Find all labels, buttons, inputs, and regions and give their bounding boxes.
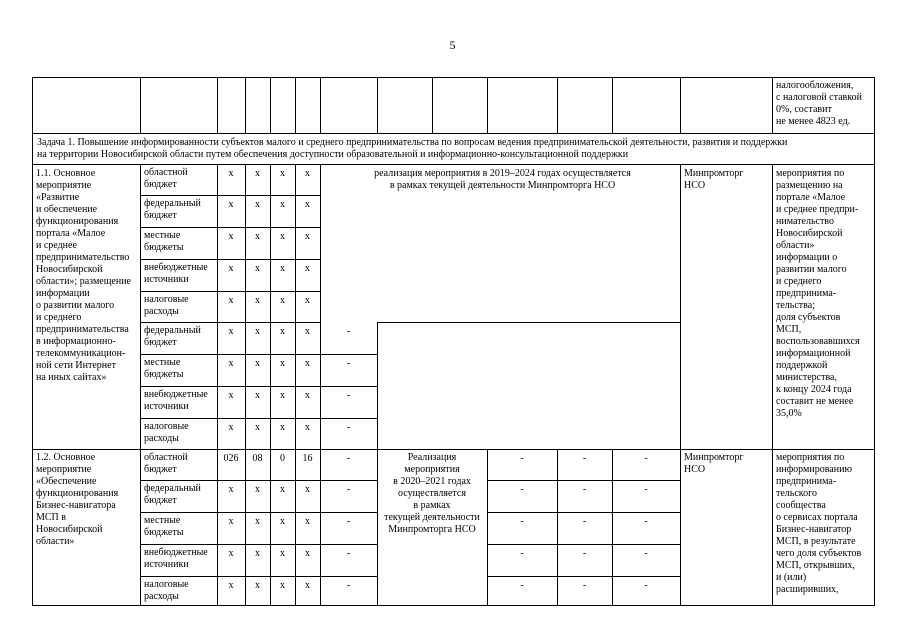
mark-x: х (305, 295, 310, 306)
source-label: областной бюджет (144, 452, 188, 475)
mark-x: х (305, 516, 310, 527)
budget-code: 026 (223, 453, 239, 464)
table-rule (377, 322, 681, 323)
dash: - (346, 358, 351, 369)
table-rule (295, 77, 296, 134)
dash: - (520, 548, 524, 559)
table-rule (680, 164, 681, 450)
table-rule (270, 77, 271, 134)
mark-x: х (280, 199, 285, 210)
page-number: 5 (449, 38, 456, 52)
mark-x: х (305, 548, 310, 559)
dash: - (520, 453, 524, 464)
table-rule (140, 418, 321, 419)
mark-x: х (255, 326, 260, 337)
source-label: местные бюджеты (144, 515, 184, 538)
mark-x: х (228, 263, 234, 274)
table-rule (874, 77, 875, 134)
dash: - (644, 453, 648, 464)
budget-code: 08 (252, 453, 263, 464)
budget-code: 0 (280, 453, 285, 464)
mark-x: х (305, 199, 310, 210)
source-label: местные бюджеты (144, 230, 184, 253)
result-continuation: налогообложения, с налоговой ставкой 0%, составит не менее 4823 ед. (776, 80, 862, 127)
dash: - (644, 548, 648, 559)
mark-x: х (255, 168, 260, 179)
table-rule (487, 512, 681, 513)
budget-code: 16 (302, 453, 313, 464)
source-label: местные бюджеты (144, 357, 184, 380)
dash: - (582, 453, 587, 464)
table-rule (874, 449, 875, 606)
source-label: налоговые расходы (144, 294, 189, 317)
source-label: налоговые расходы (144, 421, 189, 444)
dash: - (520, 580, 524, 591)
table-rule (32, 133, 33, 165)
result-1-1: мероприятия по размещению на портале «Малое и среднее предпри- нимательство Новосибирской области» информации о развитии малого и среднего предпринима- тельства; доля субъектов МСП, воспользовавшихся информационной поддержкой министерства, к концу 2024 года составит не менее 35,0% (776, 168, 860, 419)
dash: - (346, 453, 351, 464)
mark-x: х (228, 199, 234, 210)
table-rule (487, 480, 681, 481)
table-rule (32, 605, 875, 606)
mark-x: х (228, 231, 234, 242)
mark-x: х (305, 168, 310, 179)
mark-x: х (280, 580, 285, 591)
source-label: областной бюджет (144, 167, 188, 190)
task-title: Задача 1. Повышение информированности субъектов малого и среднего предпринимательства по вопросам ведения предпринимательской деятельности, развития и поддержки на территории Новосибирской области путем обеспечения доступности образовательной и информационно-консультационной поддержки (37, 137, 788, 160)
table-rule (874, 164, 875, 450)
mark-x: х (280, 326, 285, 337)
mark-x: х (305, 422, 310, 433)
mark-x: х (228, 484, 234, 495)
table-rule (557, 77, 558, 134)
table-rule (140, 322, 321, 323)
mark-x: х (255, 548, 260, 559)
mark-x: х (228, 168, 234, 179)
mark-x: х (280, 422, 285, 433)
mark-x: х (255, 516, 260, 527)
mark-x: х (228, 326, 234, 337)
mark-x: х (228, 548, 234, 559)
table-rule (432, 77, 433, 134)
table-rule (874, 133, 875, 165)
dash: - (644, 580, 648, 591)
table-rule (32, 77, 875, 78)
mark-x: х (255, 199, 260, 210)
mark-x: х (280, 390, 285, 401)
table-rule (772, 449, 773, 606)
table-rule (487, 449, 681, 450)
dash: - (346, 484, 351, 495)
dash: - (582, 484, 587, 495)
table-rule (140, 544, 378, 545)
table-rule (32, 164, 33, 450)
mark-x: х (255, 231, 260, 242)
table-rule (140, 576, 378, 577)
mark-x: х (280, 231, 285, 242)
source-label: внебюджетные источники (144, 262, 208, 285)
table-rule (612, 77, 613, 134)
table-rule (772, 77, 773, 134)
table-rule (140, 449, 378, 450)
table-rule (320, 386, 378, 387)
table-rule (320, 77, 321, 134)
table-rule (140, 386, 321, 387)
table-rule (140, 164, 321, 165)
item-1-1-name: 1.1. Основное мероприятие «Развитие и обеспечение функционирования портала «Малое и среднее предпринимательство Новосибирской области»; размещение информации о развитии малого и среднего предпринимательства в информационно- телекоммуникацион- ной сети Интернет на иных сайтах» (36, 168, 131, 383)
mark-x: х (228, 390, 234, 401)
mark-x: х (228, 580, 234, 591)
dash: - (346, 422, 351, 433)
table-rule (487, 544, 681, 545)
source-label: федеральный бюджет (144, 483, 201, 506)
mark-x: х (280, 358, 285, 369)
implementation-1-1: реализация мероприятия в 2019–2024 годах осуществляется в рамках текущей деятельности Минпромторга НСО (374, 168, 631, 191)
mark-x: х (305, 263, 310, 274)
mark-x: х (255, 358, 260, 369)
dash: - (520, 484, 524, 495)
mark-x: х (255, 295, 260, 306)
table-rule (680, 449, 681, 606)
mark-x: х (280, 516, 285, 527)
mark-x: х (280, 484, 285, 495)
program-table (32, 77, 874, 605)
table-rule (377, 77, 378, 134)
table-rule (680, 77, 681, 134)
table-rule (487, 605, 681, 606)
mark-x: х (255, 580, 260, 591)
table-rule (32, 449, 33, 606)
mark-x: х (255, 484, 260, 495)
table-rule (140, 77, 141, 134)
table-rule (140, 480, 378, 481)
executor-1-2: Минпромторг НСО (684, 452, 744, 475)
dash: - (346, 580, 351, 591)
executor-1-1: Минпромторг НСО (684, 168, 744, 191)
dash: - (582, 516, 587, 527)
source-label: федеральный бюджет (144, 198, 201, 221)
mark-x: х (228, 295, 234, 306)
table-rule (772, 164, 773, 450)
result-1-2: мероприятия по информированию предпринима- тельского сообщества о сервисах портала Бизнес-навигатор МСП, в результате чего доля субъектов МСП, открывших, и (или) расширивших, (776, 452, 862, 595)
table-rule (140, 354, 321, 355)
mark-x: х (305, 484, 310, 495)
mark-x: х (280, 295, 285, 306)
item-1-2-name: 1.2. Основное мероприятие «Обеспечение функционирования Бизнес-навигатора МСП в Новосибирской области» (36, 452, 119, 547)
table-rule (320, 164, 321, 450)
mark-x: х (305, 326, 310, 337)
implementation-1-2: Реализация мероприятия в 2020–2021 годах осуществляется в рамках текущей деятельности Минпромторга НСО (384, 452, 480, 535)
dash: - (346, 326, 351, 337)
mark-x: х (255, 263, 260, 274)
table-rule (140, 291, 321, 292)
table-rule (320, 354, 378, 355)
mark-x: х (280, 263, 285, 274)
dash: - (346, 390, 351, 401)
source-label: внебюджетные источники (144, 547, 208, 570)
table-rule (217, 77, 218, 134)
mark-x: х (255, 390, 260, 401)
table-rule (140, 512, 378, 513)
source-label: федеральный бюджет (144, 325, 201, 348)
mark-x: х (305, 231, 310, 242)
source-label: внебюджетные источники (144, 389, 208, 412)
table-rule (32, 77, 33, 134)
table-rule (140, 227, 321, 228)
mark-x: х (228, 358, 234, 369)
mark-x: х (228, 422, 234, 433)
dash: - (520, 516, 524, 527)
dash: - (582, 580, 587, 591)
table-rule (487, 576, 681, 577)
dash: - (582, 548, 587, 559)
table-rule (32, 133, 875, 134)
dash: - (346, 516, 351, 527)
dash: - (644, 516, 648, 527)
mark-x: х (280, 168, 285, 179)
mark-x: х (305, 358, 310, 369)
dash: - (644, 484, 648, 495)
mark-x: х (255, 422, 260, 433)
dash: - (346, 548, 351, 559)
mark-x: х (305, 580, 310, 591)
table-rule (245, 77, 246, 134)
table-rule (320, 418, 378, 419)
table-rule (140, 259, 321, 260)
source-label: налоговые расходы (144, 579, 189, 602)
mark-x: х (305, 390, 310, 401)
table-rule (140, 195, 321, 196)
mark-x: х (228, 516, 234, 527)
table-rule (487, 77, 488, 134)
mark-x: х (280, 548, 285, 559)
